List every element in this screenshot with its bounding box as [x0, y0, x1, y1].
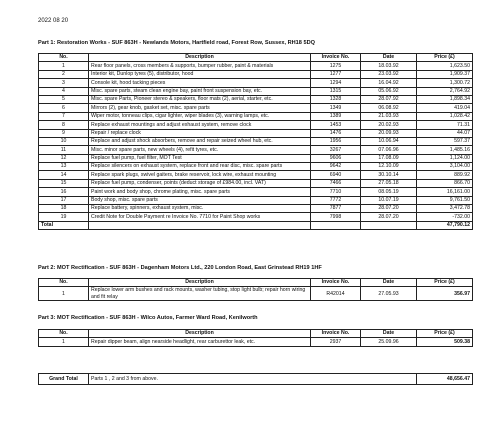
- total-label: Total: [39, 221, 89, 229]
- part3-table: [38, 329, 473, 347]
- header-invoice: Invoice No.: [311, 54, 361, 62]
- row-price: 356.97: [417, 287, 473, 301]
- row-description: Misc. minor spare parts, new wheels (4), refit tyres, etc.: [89, 146, 311, 154]
- row-date: 06.08.92: [361, 104, 417, 112]
- row-date: 20.02.93: [361, 121, 417, 129]
- row-number: 15: [39, 179, 89, 187]
- row-date: 28.07.20: [361, 205, 417, 213]
- row-invoice: 1389: [311, 112, 361, 120]
- row-date: 21.03.93: [361, 112, 417, 120]
- row-price: 1,028.42: [417, 112, 473, 120]
- row-description: Paint work and body shop, chrome plating, misc. spare parts: [89, 188, 311, 196]
- grand-total-table: [38, 373, 473, 385]
- row-date: 07.06.96: [361, 146, 417, 154]
- row-invoice: R42014: [311, 287, 361, 301]
- row-description: Misc. spare Parts, Pioneer stereo & speakers, floor mats (2), aerial, starter, etc.: [89, 95, 311, 103]
- row-invoice: 1277: [311, 70, 361, 78]
- row-price: 9,761.50: [417, 196, 473, 204]
- row-description: Console kit, hood tacking pieces: [89, 79, 311, 87]
- row-description: Replace silencers on exhaust system, replace front and rear disc, misc. spare parts: [89, 163, 311, 171]
- table-row: [39, 70, 473, 78]
- row-invoice: 1315: [311, 87, 361, 95]
- row-number: 7: [39, 112, 89, 120]
- row-description: Replace battery, spinners, exhaust system, misc.: [89, 205, 311, 213]
- table-row: [39, 79, 473, 87]
- row-number: 3: [39, 79, 89, 87]
- row-date: 20.09.93: [361, 129, 417, 137]
- header-description: Description: [89, 279, 311, 287]
- row-invoice: 7710: [311, 188, 361, 196]
- row-invoice: 1453: [311, 121, 361, 129]
- row-invoice: 3267: [311, 146, 361, 154]
- header-date: Date: [361, 54, 417, 62]
- table-row: [39, 104, 473, 112]
- row-price: 419.04: [417, 104, 473, 112]
- table-row: [39, 137, 473, 145]
- row-number: 4: [39, 87, 89, 95]
- row-number: 9: [39, 129, 89, 137]
- row-price: 1,898.34: [417, 95, 473, 103]
- total-row: [39, 221, 473, 229]
- table-row: [39, 338, 473, 346]
- row-description: Interior kit, Dunlop tyres (5), distributor, hood: [89, 70, 311, 78]
- row-date: 28.07.20: [361, 213, 417, 221]
- row-date: 23.03.92: [361, 70, 417, 78]
- row-invoice: 1476: [311, 129, 361, 137]
- part3-title: Part 3: MOT Rectification - SUF 863H - Wilco Autos, Farmer Ward Road, Kenilworth: [38, 315, 258, 321]
- grand-total-description: Parts 1 , 2 and 3 from above.: [89, 374, 417, 385]
- row-price: 44.07: [417, 129, 473, 137]
- row-description: Replace lower arm bushes and rack mounts, washer tubing, stop light bulb; repair horn wiring and fit relay: [89, 287, 311, 301]
- row-number: 16: [39, 188, 89, 196]
- header-invoice: Invoice No.: [311, 330, 361, 338]
- part1-table: [38, 53, 473, 230]
- header-description: Description: [89, 330, 311, 338]
- header-price: Price (£): [417, 54, 473, 62]
- row-date: 08.05.19: [361, 188, 417, 196]
- row-date: 17.08.09: [361, 154, 417, 162]
- row-number: 1: [39, 338, 89, 346]
- row-date: 05.06.92: [361, 87, 417, 95]
- grand-total-row: [39, 374, 473, 385]
- row-date: 18.03.92: [361, 62, 417, 70]
- table-header-row: [39, 54, 473, 62]
- header-no: No.: [39, 330, 89, 338]
- table-row: [39, 62, 473, 70]
- part2-table: [38, 278, 473, 301]
- row-description: Wiper motor, tonneau clips, cigar lighter, wiper blades (3), warning lamps, etc.: [89, 112, 311, 120]
- row-invoice: 1275: [311, 62, 361, 70]
- header-date: Date: [361, 279, 417, 287]
- part2-title: Part 2: MOT Rectification - SUF 863H - Dagenham Motors Ltd., 220 London Road, East Grinstead RH19 1HF: [38, 265, 322, 271]
- row-date: 27.05.93: [361, 287, 417, 301]
- header-date: Date: [361, 330, 417, 338]
- table-row: [39, 196, 473, 204]
- table-row: [39, 179, 473, 187]
- table-row: [39, 112, 473, 120]
- table-row: [39, 188, 473, 196]
- row-price: 2,764.92: [417, 87, 473, 95]
- table-row: [39, 171, 473, 179]
- table-row: [39, 87, 473, 95]
- table-row: [39, 205, 473, 213]
- row-description: Replace spark plugs, swivel gaiters, brake reservoir, lock wire, exhaust mounting: [89, 171, 311, 179]
- row-price: 889.92: [417, 171, 473, 179]
- row-invoice: 1328: [311, 95, 361, 103]
- row-price: 866.70: [417, 179, 473, 187]
- row-description: Repair / replace clock: [89, 129, 311, 137]
- row-number: 18: [39, 205, 89, 213]
- row-invoice: 9606: [311, 154, 361, 162]
- row-invoice: 1294: [311, 79, 361, 87]
- part1-total: 47,790.12: [417, 221, 473, 229]
- row-price: 1,623.50: [417, 62, 473, 70]
- row-number: 1: [39, 287, 89, 301]
- row-number: 19: [39, 213, 89, 221]
- part1-title: Part 1: Restoration Works - SUF 863H - Newlands Motors, Hartfield road, Forest Row, Sussex, RH18 5DQ: [38, 40, 315, 46]
- row-price: 509.38: [417, 338, 473, 346]
- header-no: No.: [39, 54, 89, 62]
- row-description: Repair dipper beam, align nearside headlight, rear carburettor leak, etc.: [89, 338, 311, 346]
- table-row: [39, 154, 473, 162]
- row-number: 14: [39, 171, 89, 179]
- table-row: [39, 287, 473, 301]
- header-invoice: Invoice No.: [311, 279, 361, 287]
- row-price: 3,104.00: [417, 163, 473, 171]
- row-price: 16,161.00: [417, 188, 473, 196]
- table-row: [39, 163, 473, 171]
- row-number: 1: [39, 62, 89, 70]
- row-number: 12: [39, 154, 89, 162]
- row-date: 10.06.94: [361, 137, 417, 145]
- row-description: Replace exhaust mountings and adjust exhaust system, remove clock: [89, 121, 311, 129]
- row-price: 1,909.37: [417, 70, 473, 78]
- document-date: 2022 08 20: [38, 18, 69, 24]
- row-description: Body shop, misc. spare parts: [89, 196, 311, 204]
- row-price: 1,485.16: [417, 146, 473, 154]
- row-description: Rear floor panels, cross members & supports, bumper rubber, paint & materials: [89, 62, 311, 70]
- row-description: Mirrors (2), gear knob, gasket set, misc. spare parts: [89, 104, 311, 112]
- row-description: Replace fuel pump, condenser, points (deduct storage of £984.00, incl. VAT): [89, 179, 311, 187]
- row-invoice: 7466: [311, 179, 361, 187]
- row-description: Credit Note for Double Payment re Invoice No. 7710 for Paint Shop works: [89, 213, 311, 221]
- row-number: 13: [39, 163, 89, 171]
- row-invoice: 1956: [311, 137, 361, 145]
- row-description: Replace fuel pump, fuel filter, MOT Test: [89, 154, 311, 162]
- row-invoice: 2937: [311, 338, 361, 346]
- row-date: 10.07.19: [361, 196, 417, 204]
- row-number: 10: [39, 137, 89, 145]
- row-date: 28.07.92: [361, 95, 417, 103]
- row-description: Misc. spare parts, steam clean engine bay, paint front suspension bay, etc.: [89, 87, 311, 95]
- row-number: 6: [39, 104, 89, 112]
- row-price: 71.31: [417, 121, 473, 129]
- row-price: 3,472.78: [417, 205, 473, 213]
- grand-total-value: 48,656.47: [417, 374, 473, 385]
- header-no: No.: [39, 279, 89, 287]
- row-number: 11: [39, 146, 89, 154]
- row-price: -732.00: [417, 213, 473, 221]
- row-price: 597.37: [417, 137, 473, 145]
- row-invoice: 1349: [311, 104, 361, 112]
- table-row: [39, 121, 473, 129]
- table-row: [39, 146, 473, 154]
- row-price: 1,124.00: [417, 154, 473, 162]
- row-number: 2: [39, 70, 89, 78]
- row-number: 8: [39, 121, 89, 129]
- row-number: 5: [39, 95, 89, 103]
- row-invoice: 9642: [311, 163, 361, 171]
- row-date: 25.09.96: [361, 338, 417, 346]
- header-price: Price (£): [417, 330, 473, 338]
- row-invoice: 7877: [311, 205, 361, 213]
- row-number: 17: [39, 196, 89, 204]
- row-invoice: 7772: [311, 196, 361, 204]
- table-row: [39, 95, 473, 103]
- table-header-row: [39, 330, 473, 338]
- table-row: [39, 213, 473, 221]
- header-description: Description: [89, 54, 311, 62]
- row-date: 16.04.92: [361, 79, 417, 87]
- row-date: 30.10.14: [361, 171, 417, 179]
- row-invoice: 7998: [311, 213, 361, 221]
- table-row: [39, 129, 473, 137]
- row-invoice: 6940: [311, 171, 361, 179]
- row-date: 12.10.09: [361, 163, 417, 171]
- row-description: Replace and adjust shock absorbers, remove and repair seized wheel hub, etc.: [89, 137, 311, 145]
- table-header-row: [39, 279, 473, 287]
- grand-total-label: Grand Total: [39, 374, 89, 385]
- header-price: Price (£): [417, 279, 473, 287]
- row-date: 27.05.18: [361, 179, 417, 187]
- row-price: 1,300.72: [417, 79, 473, 87]
